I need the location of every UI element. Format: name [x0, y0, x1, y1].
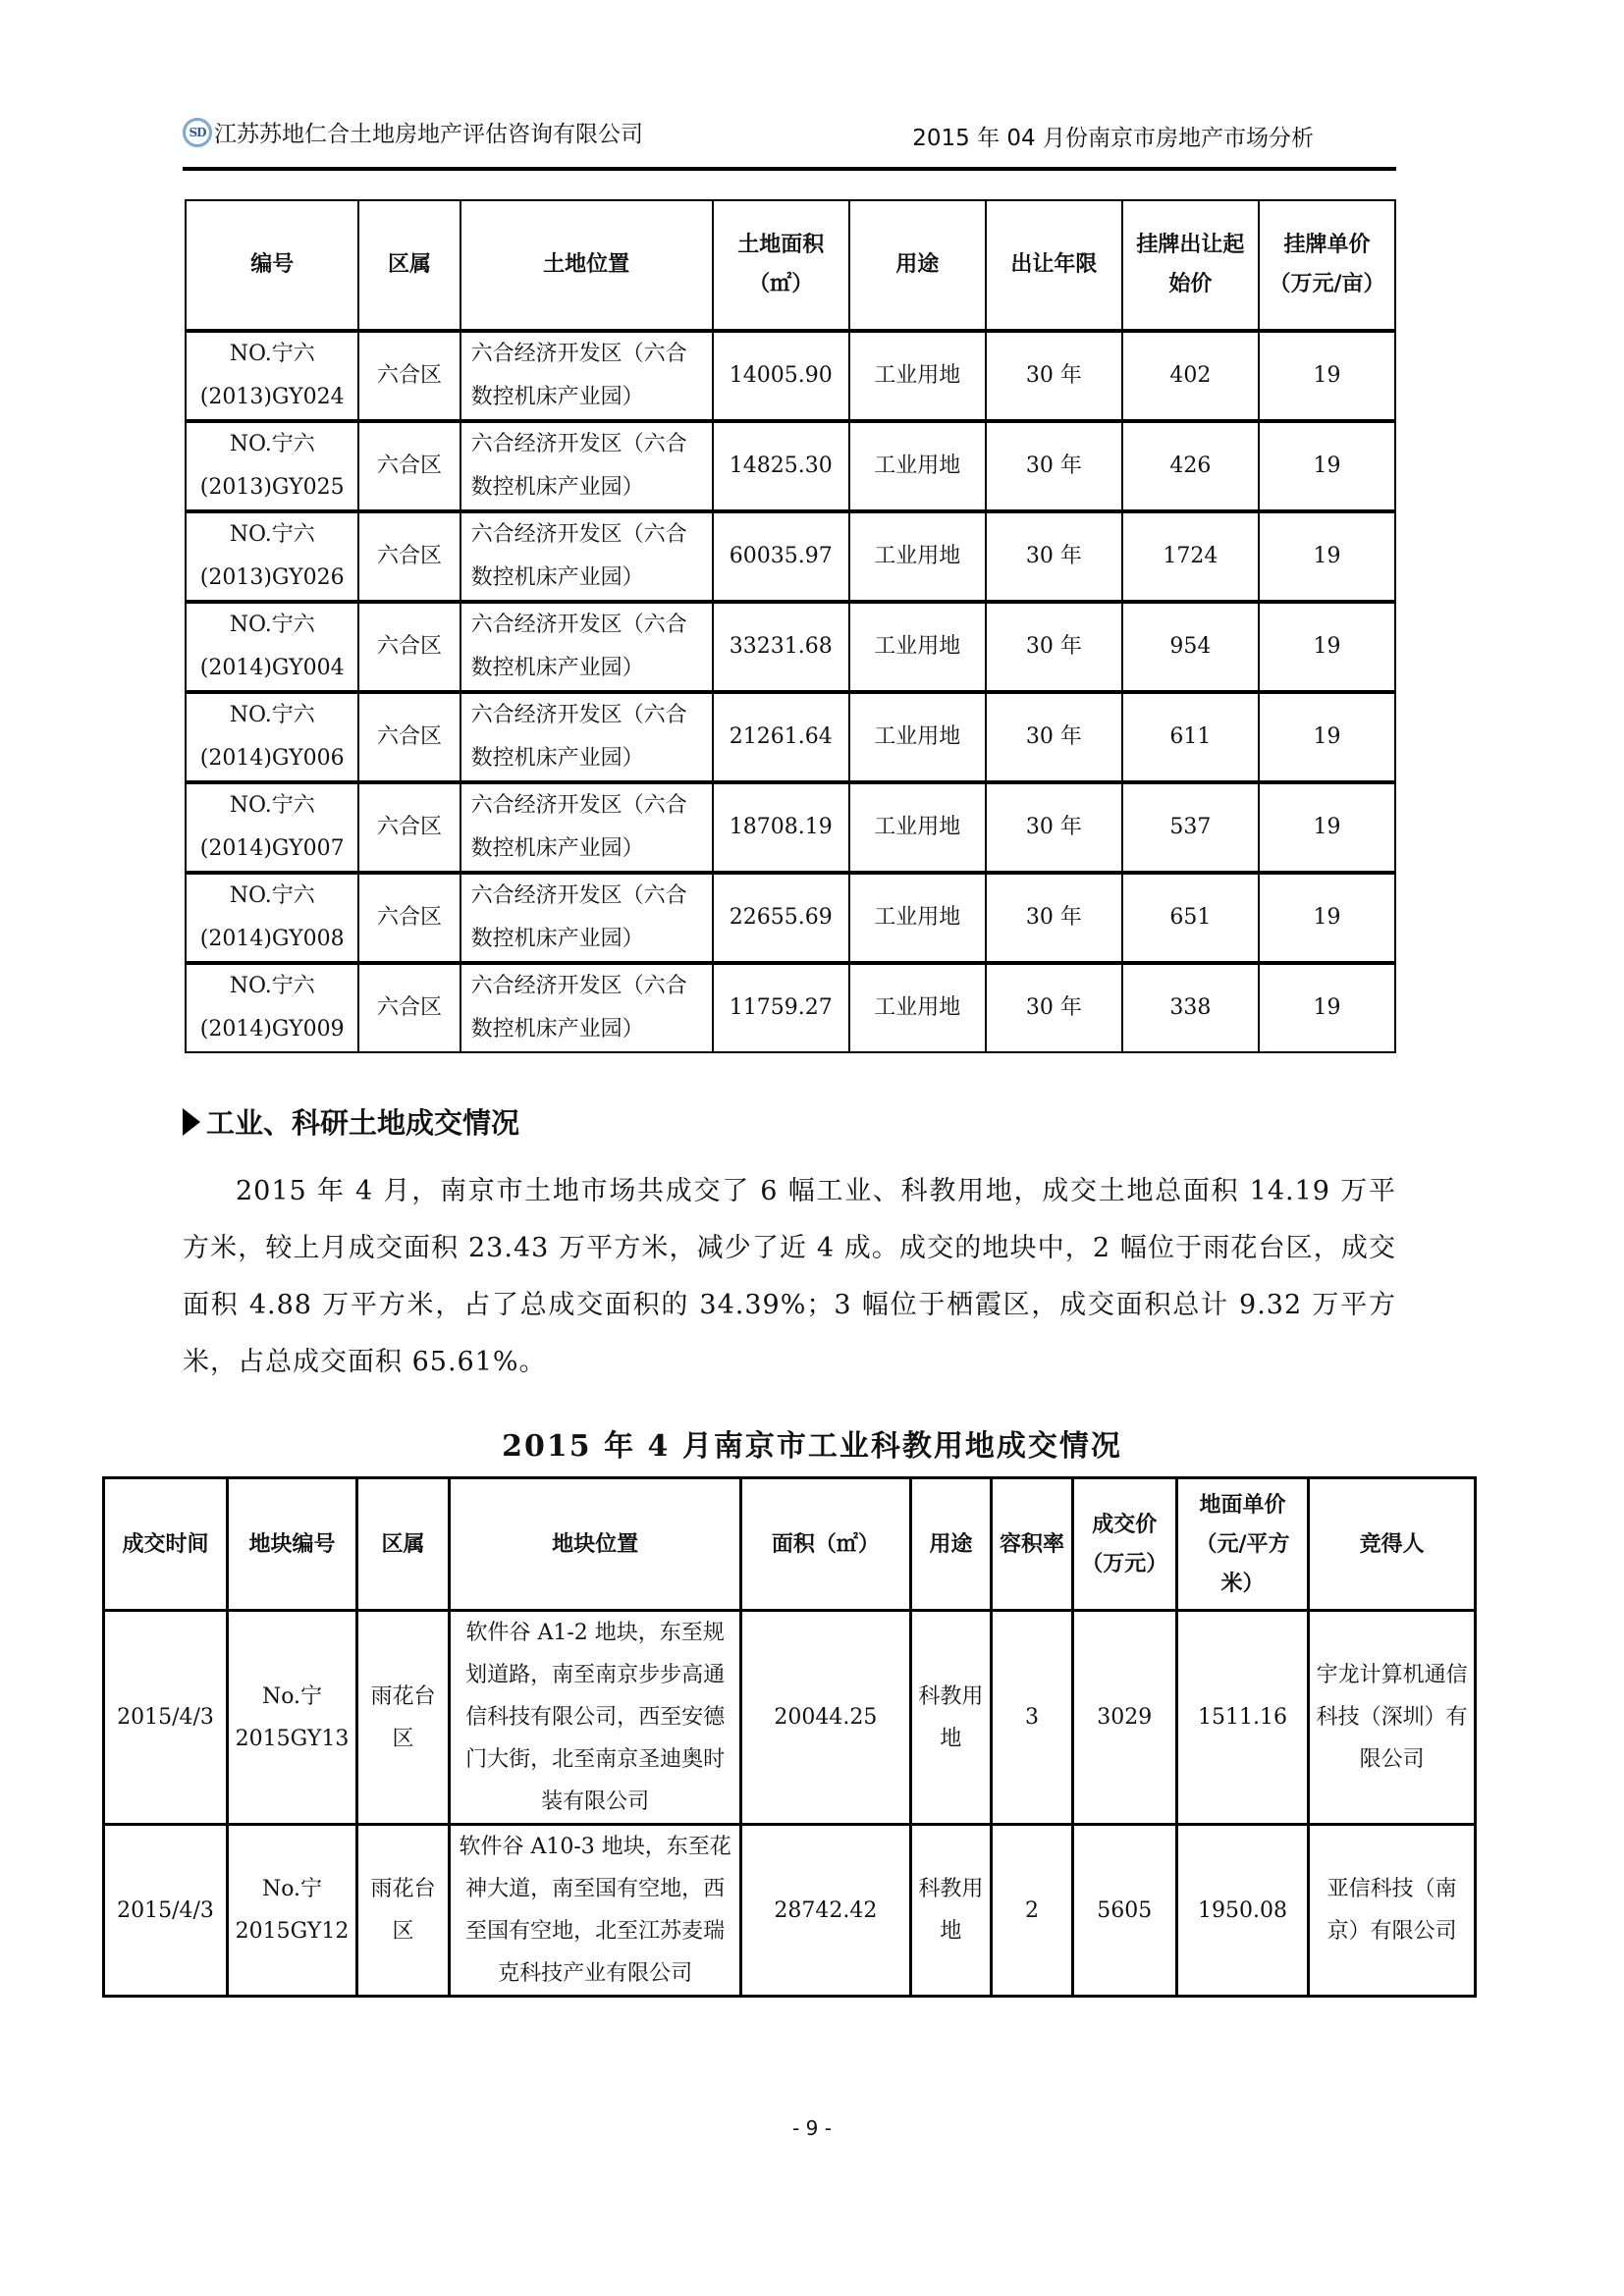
company-logo-icon: SD	[183, 118, 212, 147]
header-company-name: 江苏苏地仁合土地房地产评估咨询有限公司	[214, 122, 643, 147]
listing-table-row	[186, 602, 1395, 692]
cell-id	[186, 511, 358, 602]
cell-unit-price: 19	[1259, 782, 1395, 873]
cell-term: 30 年	[986, 602, 1122, 692]
header-divider	[183, 167, 1396, 171]
cell-term: 30 年	[986, 511, 1122, 602]
listing-table	[185, 199, 1396, 1053]
cell-use: 工业用地	[849, 692, 986, 782]
cell-unit-price: 19	[1259, 602, 1395, 692]
cell-start-price: 651	[1122, 873, 1259, 963]
cell-use: 工业用地	[849, 873, 986, 963]
cell-location: 六合经济开发区（六合数控机床产业园）	[460, 602, 713, 692]
col-header-area: 土地面积（㎡）	[713, 200, 849, 331]
listing-table-row	[186, 873, 1395, 963]
cell-start-price: 611	[1122, 692, 1259, 782]
id-code: (2014)GY008	[199, 927, 345, 951]
col-header-id: 编号	[186, 200, 358, 331]
cell-district: 六合区	[358, 421, 460, 511]
cell-unit-price: 19	[1259, 963, 1395, 1052]
col-header-area: 面积（㎡）	[741, 1478, 910, 1611]
cell-plot-id	[228, 1825, 357, 1997]
deal-table-row	[104, 1825, 1476, 1997]
col-header-use: 用途	[849, 200, 986, 331]
id-code: 2015GY12	[235, 1919, 350, 1944]
col-header-location: 地块位置	[450, 1478, 741, 1611]
cell-area: 28742.42	[741, 1825, 910, 1997]
cell-location: 六合经济开发区（六合数控机床产业园）	[460, 782, 713, 873]
cell-plot-id	[228, 1611, 357, 1825]
id-code: 2015GY13	[235, 1726, 350, 1751]
id-code: (2014)GY006	[199, 746, 345, 771]
cell-area: 14825.30	[713, 421, 849, 511]
listing-table-row	[186, 511, 1395, 602]
cell-term: 30 年	[986, 692, 1122, 782]
col-header-unit-price: 地面单价（元/平方米）	[1176, 1478, 1309, 1611]
id-code: (2013)GY025	[199, 475, 345, 500]
listing-table-row	[186, 963, 1395, 1052]
id-prefix: No.宁	[261, 1877, 323, 1901]
cell-location: 六合经济开发区（六合数控机床产业园）	[460, 421, 713, 511]
cell-area: 60035.97	[713, 511, 849, 602]
cell-id	[186, 331, 358, 421]
cell-district: 六合区	[358, 873, 460, 963]
col-header-price: 成交价（万元）	[1072, 1478, 1176, 1611]
cell-area: 18708.19	[713, 782, 849, 873]
arrow-bullet-icon	[183, 1108, 200, 1136]
cell-start-price: 338	[1122, 963, 1259, 1052]
cell-date: 2015/4/3	[104, 1611, 228, 1825]
cell-unit-price: 1950.08	[1176, 1825, 1309, 1997]
section-heading	[183, 1101, 519, 1142]
cell-unit-price: 1511.16	[1176, 1611, 1309, 1825]
cell-location: 软件谷 A1-2 地块，东至规划道路，南至南京步步高通信科技有限公司，西至安德门大街，北至南京圣迪奥时装有限公司	[450, 1611, 741, 1825]
cell-area: 11759.27	[713, 963, 849, 1052]
cell-term: 30 年	[986, 963, 1122, 1052]
cell-area: 14005.90	[713, 331, 849, 421]
cell-district: 六合区	[358, 692, 460, 782]
id-code: (2013)GY026	[199, 565, 345, 590]
cell-id	[186, 782, 358, 873]
cell-winner: 亚信科技（南京）有限公司	[1309, 1825, 1476, 1997]
deal-table	[102, 1476, 1477, 1998]
id-prefix: NO.宁六	[229, 522, 315, 547]
cell-id	[186, 692, 358, 782]
id-prefix: No.宁	[261, 1683, 323, 1709]
cell-use: 工业用地	[849, 421, 986, 511]
cell-district: 六合区	[358, 511, 460, 602]
cell-location: 六合经济开发区（六合数控机床产业园）	[460, 511, 713, 602]
listing-table-row	[186, 692, 1395, 782]
cell-id	[186, 963, 358, 1052]
cell-district: 六合区	[358, 602, 460, 692]
cell-location: 六合经济开发区（六合数控机床产业园）	[460, 963, 713, 1052]
header-report-title: 2015 年 04 月份南京市房地产市场分析	[912, 126, 1314, 151]
deal-table-title: 2015 年 4 月南京市工业科教用地成交情况	[502, 1429, 1122, 1464]
cell-price: 3029	[1072, 1611, 1176, 1825]
cell-start-price: 426	[1122, 421, 1259, 511]
cell-use: 工业用地	[849, 963, 986, 1052]
cell-unit-price: 19	[1259, 331, 1395, 421]
col-header-unit-price: 挂牌单价（万元/亩）	[1259, 200, 1395, 331]
listing-table-header-row	[186, 200, 1395, 331]
col-header-winner: 竞得人	[1309, 1478, 1476, 1611]
listing-table-row	[186, 782, 1395, 873]
listing-table-row	[186, 421, 1395, 511]
cell-winner: 宇龙计算机通信科技（深圳）有限公司	[1309, 1611, 1476, 1825]
cell-location: 六合经济开发区（六合数控机床产业园）	[460, 331, 713, 421]
cell-use: 科教用地	[910, 1825, 992, 1997]
cell-term: 30 年	[986, 873, 1122, 963]
cell-term: 30 年	[986, 421, 1122, 511]
deal-table-body	[104, 1611, 1476, 1997]
page-number: - 9 -	[792, 2116, 832, 2140]
deal-table-row	[104, 1611, 1476, 1825]
cell-district: 雨花台区	[356, 1825, 449, 1997]
cell-start-price: 954	[1122, 602, 1259, 692]
cell-location: 软件谷 A10-3 地块，东至花神大道，南至国有空地，西至国有空地，北至江苏麦瑞克科技产业有限公司	[450, 1825, 741, 1997]
cell-id	[186, 873, 358, 963]
col-header-start-price: 挂牌出让起始价	[1122, 200, 1259, 331]
cell-district: 六合区	[358, 963, 460, 1052]
id-prefix: NO.宁六	[229, 883, 315, 908]
cell-location: 六合经济开发区（六合数控机床产业园）	[460, 692, 713, 782]
cell-start-price: 1724	[1122, 511, 1259, 602]
section-paragraph: 2015 年 4 月，南京市土地市场共成交了 6 幅工业、科教用地，成交土地总面积 14.19 万平方米，较上月成交面积 23.43 万平方米，减少了近 4 成。成交的地块中，2 幅位于雨花台区，成交面积 4.88 万平方米，占了总成交面积的 34.39%；3 幅位于栖霞区，成交面积总计 9.32 万平方米，占总成交面积 65.61%。	[183, 1176, 1396, 1377]
cell-start-price: 402	[1122, 331, 1259, 421]
cell-area: 20044.25	[741, 1611, 910, 1825]
cell-district: 六合区	[358, 782, 460, 873]
id-prefix: NO.宁六	[229, 432, 315, 456]
cell-term: 30 年	[986, 331, 1122, 421]
deal-table-header-row	[104, 1478, 1476, 1611]
page-header	[183, 110, 1396, 159]
id-prefix: NO.宁六	[229, 793, 315, 818]
cell-area: 33231.68	[713, 602, 849, 692]
cell-use: 工业用地	[849, 602, 986, 692]
id-code: (2014)GY007	[199, 836, 345, 861]
cell-unit-price: 19	[1259, 421, 1395, 511]
col-header-district: 区属	[356, 1478, 449, 1611]
cell-area: 21261.64	[713, 692, 849, 782]
col-header-far: 容积率	[992, 1478, 1073, 1611]
col-header-location: 土地位置	[460, 200, 713, 331]
col-header-district: 区属	[358, 200, 460, 331]
cell-use: 工业用地	[849, 511, 986, 602]
col-header-term: 出让年限	[986, 200, 1122, 331]
id-code: (2014)GY004	[199, 656, 345, 680]
cell-area: 22655.69	[713, 873, 849, 963]
cell-price: 5605	[1072, 1825, 1176, 1997]
cell-unit-price: 19	[1259, 511, 1395, 602]
id-prefix: NO.宁六	[229, 613, 315, 637]
id-prefix: NO.宁六	[229, 703, 315, 727]
cell-start-price: 537	[1122, 782, 1259, 873]
col-header-date: 成交时间	[104, 1478, 228, 1611]
id-code: (2013)GY024	[199, 385, 345, 409]
cell-unit-price: 19	[1259, 873, 1395, 963]
cell-use: 科教用地	[910, 1611, 992, 1825]
cell-date: 2015/4/3	[104, 1825, 228, 1997]
cell-term: 30 年	[986, 782, 1122, 873]
cell-id	[186, 602, 358, 692]
col-header-plot-id: 地块编号	[228, 1478, 357, 1611]
id-prefix: NO.宁六	[229, 974, 315, 998]
cell-far: 2	[992, 1825, 1073, 1997]
cell-use: 工业用地	[849, 782, 986, 873]
listing-table-row	[186, 331, 1395, 421]
id-prefix: NO.宁六	[229, 342, 315, 366]
cell-district: 雨花台区	[356, 1611, 449, 1825]
listing-table-body	[186, 331, 1395, 1052]
cell-unit-price: 19	[1259, 692, 1395, 782]
section-heading-text: 工业、科研土地成交情况	[206, 1106, 520, 1140]
cell-location: 六合经济开发区（六合数控机床产业园）	[460, 873, 713, 963]
cell-use: 工业用地	[849, 331, 986, 421]
cell-id	[186, 421, 358, 511]
cell-far: 3	[992, 1611, 1073, 1825]
id-code: (2014)GY009	[199, 1017, 345, 1041]
header-company-block	[183, 116, 643, 148]
cell-district: 六合区	[358, 331, 460, 421]
col-header-use: 用途	[910, 1478, 992, 1611]
